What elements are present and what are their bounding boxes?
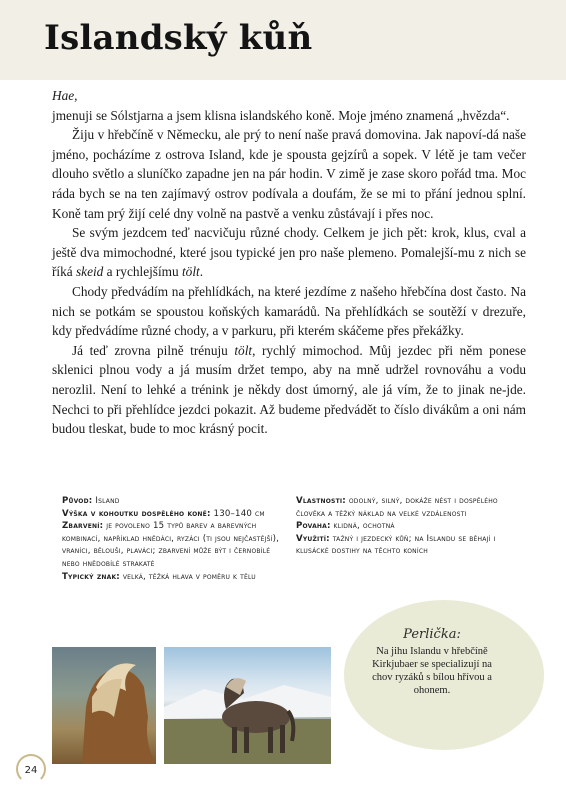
page-number: 24 <box>16 754 46 784</box>
fact-label: Zbarvení: <box>62 521 104 532</box>
fact-properties <box>296 495 516 520</box>
greeting-text: Hae, <box>52 88 78 103</box>
fact-height <box>62 508 288 521</box>
fact-value: klidná, ochotná <box>330 521 395 532</box>
horse-head-illustration <box>52 647 156 764</box>
facts-left <box>62 495 288 583</box>
fact-value: odolný, silný, dokáže nést i dospělého člověka a těžký náklad na velké vzdálenosti <box>296 496 498 519</box>
fact-typical-feature <box>62 571 288 584</box>
fact-value: je povoleno 15 typů barev a barevných kombinací, například hnědáci, ryzáci (ti jsou nejčastější), vraníci, bělouši, plaváci; zbarvení může být i černobílé nebo hnědobílé strakaté <box>62 521 280 569</box>
greeting <box>52 86 526 106</box>
fact-temperament <box>296 520 516 533</box>
paragraph-homeland: Žiju v hřebčíně v Německu, ale prý to není naše pravá domovina. Jak napoví-dá naše jméno, pocházíme z ostrova Island, kde je spousta gejzírů a sopek. V létě je tam večer dlouho světlo a sluníčko zapadne jen na pár hodin. V zimě je zase skoro pořád tma. Moc ráda bych se na ten zajímavý ostrov podívala a doufám, že se mi to přání jednou splní. Koně tam prý žijí celé dny volně na pastvě a venku zůstávají i přes noc. <box>52 127 526 221</box>
horse-standing-illustration <box>164 647 331 764</box>
gaits-text-3: . <box>199 264 204 280</box>
gaits-text-2: a rychlejšímu <box>103 264 182 280</box>
story-text <box>52 86 526 439</box>
fun-fact-text: Na jihu Islandu v hřebčíně Kirkjubaer se specializují na chov ryzáků s bílou hřívou a ohonem. <box>372 646 492 696</box>
paragraph-intro: jmenuji se Sólstjarna a jsem klisna islandského koně. Moje jméno znamená „hvězda“. <box>52 107 510 123</box>
gait-skeid: skeid <box>76 264 104 280</box>
gaits-text-1: Se svým jezdcem teď nacvičuju různé chody. Celkem je jich pět: krok, klus, cval a ještě dva mimochodné, které jsou typické jen pro naše plemeno. Pomalejší-mu z nich se říká <box>52 225 526 280</box>
horse-closeup-photo <box>52 647 156 764</box>
fact-label: Povaha: <box>296 521 331 532</box>
fact-value: 130–140 cm <box>210 508 265 519</box>
fact-value: velká, těžká hlava v poměru k tělu <box>119 571 256 582</box>
fun-fact-title: Perlička: <box>403 627 461 642</box>
training-text-1: Já teď zrovna pilně trénuju <box>72 342 235 358</box>
page-title: Islandský kůň <box>44 18 313 58</box>
fact-value: Island <box>92 496 120 506</box>
facts-right <box>296 495 516 558</box>
fact-origin <box>62 495 288 508</box>
gait-tolt: tölt <box>181 264 200 280</box>
fact-use <box>296 533 516 558</box>
fact-label: Využití: <box>296 533 330 544</box>
training-text-2: , rychlý mimochod. Můj jezdec při něm ponese sklenici plnou vody a já musím držet tempo, aby na mně udržel rovnováhu a vodu nerozlil. Není to lehké a trénink je někdy dost úmorný, ale já vím, že to jinak ne-jde. Nechci to při přehlídce jezdci pokazit. Až budeme předvádět to číslo divákům a oni nám budou tleskat, bude to moc krásný pocit. <box>52 342 526 437</box>
horse-landscape-photo <box>164 647 331 764</box>
fact-label: Výška v kohoutku dospělého koně: <box>62 508 211 519</box>
paragraph-shows: Chody předvádím na přehlídkách, na které jezdíme z našeho hřebčína dost často. Na nich se potkám se spoustou koňských kamarádů. Na přehlídkách se soutěží v drezuře, kdy předvádíme různé chody, a v parkuru, při kterém skáčeme přes překážky. <box>52 283 526 339</box>
fact-label: Vlastnosti: <box>296 496 346 506</box>
paragraph-gaits <box>52 223 526 282</box>
paragraph-training <box>52 341 526 439</box>
fact-value: tažný i jezdecký kůň; na Islandu se běhají i klusácké dostihy na těchto koních <box>296 533 496 557</box>
fact-label: Typický znak: <box>62 571 120 582</box>
fact-label: Původ: <box>62 496 93 506</box>
fact-coloring <box>62 520 288 570</box>
training-tolt: tölt <box>234 342 253 358</box>
